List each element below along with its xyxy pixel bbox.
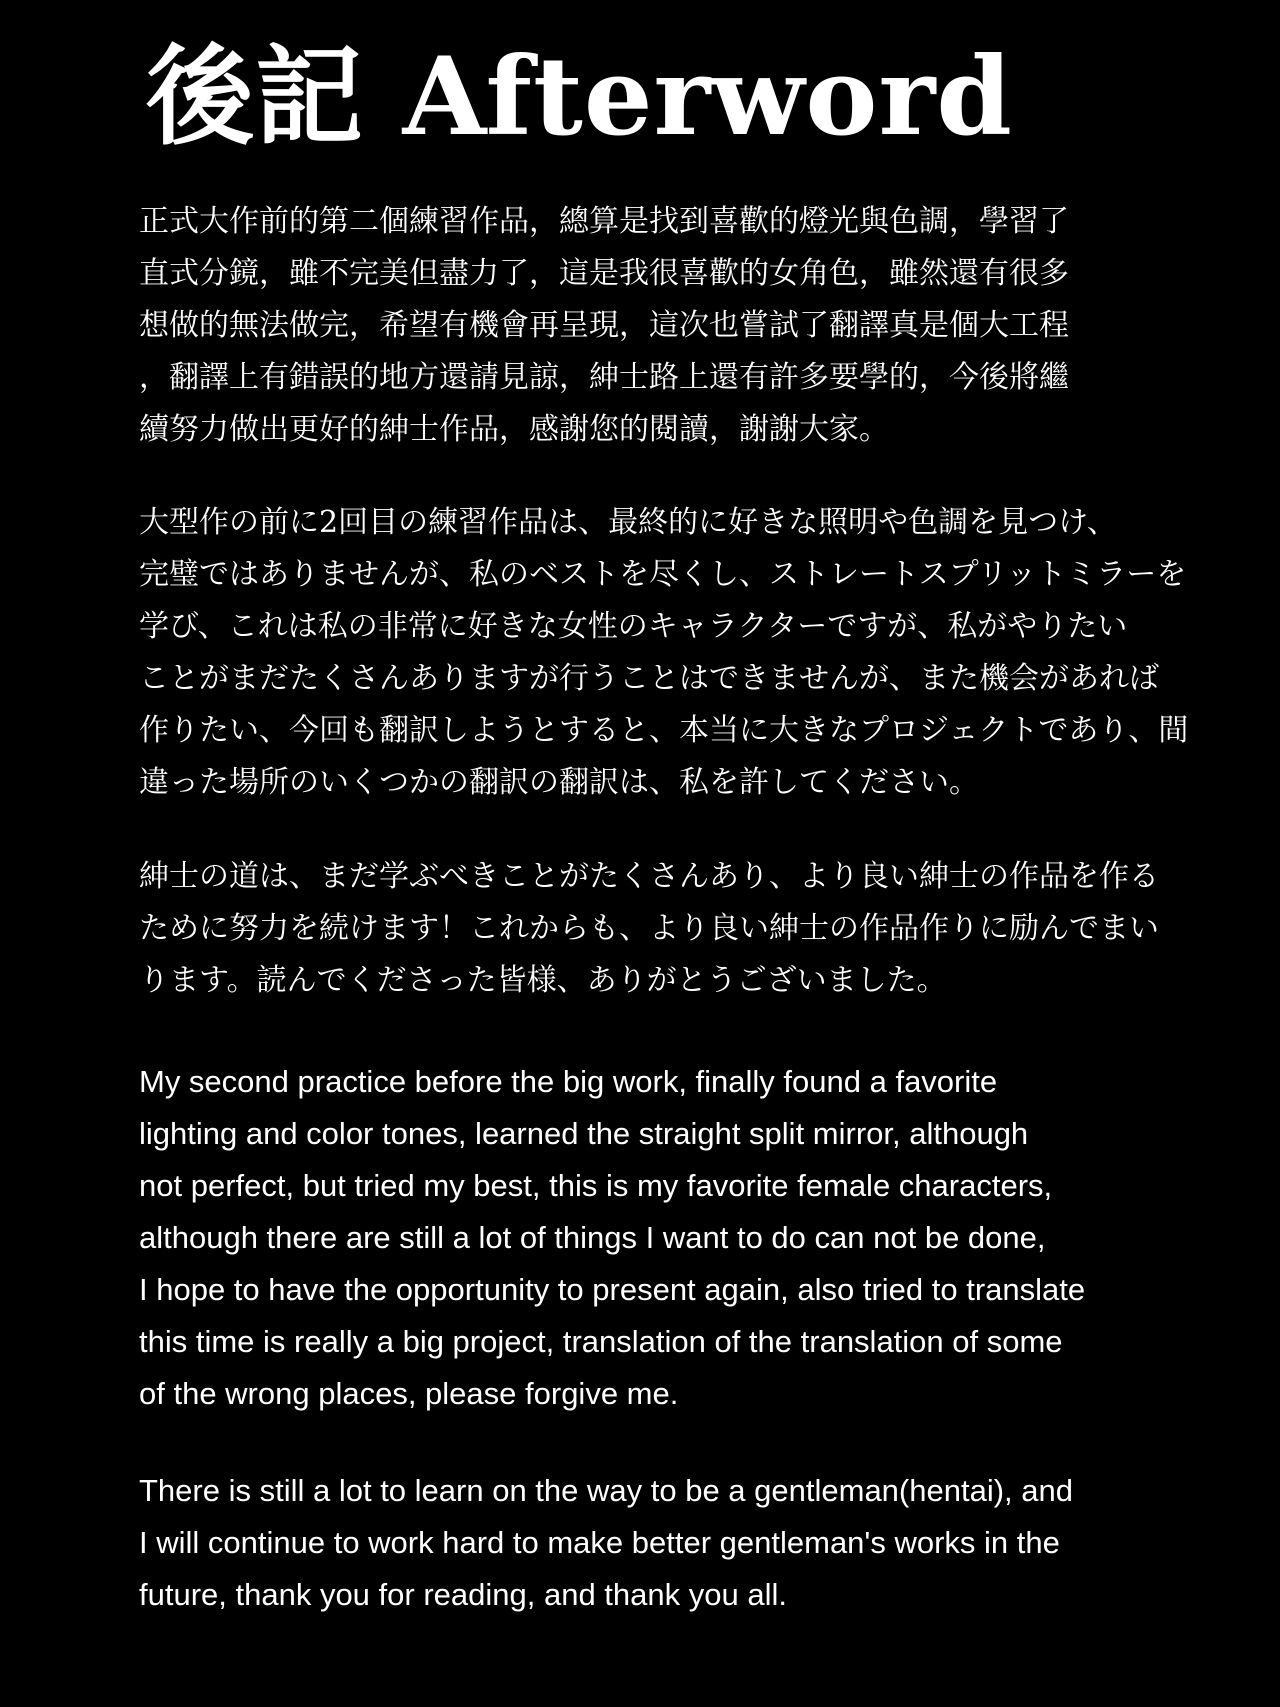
text-line: this time is really a big project, translation of the translation of some <box>139 1324 1063 1359</box>
japanese-paragraph-2 <box>139 851 1219 1007</box>
text-line: 完璧ではありませんが、私のベストを尽くし、ストレートスプリットミラーを <box>139 557 1187 592</box>
text-line: ために努力を続けます！これからも、より良い紳士の作品作りに励んでまい <box>139 911 1159 946</box>
page-title: 後記 Afterword <box>146 34 1013 160</box>
text-line: 学び、これは私の非常に好きな女性のキャラクターですが、私がやりたい <box>139 609 1128 644</box>
english-paragraph-2 <box>139 1465 1219 1621</box>
english-paragraph-1 <box>139 1056 1219 1420</box>
japanese-paragraph-1 <box>139 497 1219 809</box>
text-line: My second practice before the big work, finally found a favorite <box>139 1064 998 1099</box>
text-line: I will continue to work hard to make better gentleman's works in the <box>139 1525 1060 1560</box>
text-line: future, thank you for reading, and thank you all. <box>139 1577 787 1612</box>
text-line: ります。読んでくださった皆様、ありがとうございました。 <box>139 963 947 998</box>
text-line: ことがまだたくさんありますが行うことはできませんが、また機会があれば <box>139 661 1159 696</box>
text-line: There is still a lot to learn on the way to be a gentleman(hentai), and <box>139 1473 1073 1508</box>
text-line: 直式分鏡，雖不完美但盡力了，這是我很喜歡的女角色，雖然還有很多 <box>139 256 1069 291</box>
chinese-paragraph <box>139 196 1219 456</box>
text-line: 續努力做出更好的紳士作品，感謝您的閱讀，謝謝大家。 <box>139 412 889 447</box>
text-line: 作りたい、今回も翻訳しようとすると、本当に大きなプロジェクトであり、間 <box>139 713 1189 748</box>
text-line: of the wrong places, please forgive me. <box>139 1376 679 1411</box>
text-line: 正式大作前的第二個練習作品，總算是找到喜歡的燈光與色調，學習了 <box>139 204 1069 239</box>
text-line: ，翻譯上有錯誤的地方還請見諒，紳士路上還有許多要學的，今後將繼 <box>139 360 1069 395</box>
text-line: 違った場所のいくつかの翻訳の翻訳は、私を許してください。 <box>139 765 979 800</box>
text-line: lighting and color tones, learned the straight split mirror, although <box>139 1116 1029 1151</box>
text-line: although there are still a lot of things I want to do can not be done, <box>139 1220 1046 1255</box>
text-line: 大型作の前に2回目の練習作品は、最終的に好きな照明や色調を見つけ、 <box>139 505 1117 540</box>
text-line: I hope to have the opportunity to present again, also tried to translate <box>139 1272 1086 1307</box>
text-line: 紳士の道は、まだ学ぶべきことがたくさんあり、より良い紳士の作品を作る <box>139 859 1159 894</box>
text-line: not perfect, but tried my best, this is my favorite female characters, <box>139 1168 1053 1203</box>
text-line: 想做的無法做完，希望有機會再呈現，這次也嘗試了翻譯真是個大工程 <box>139 308 1069 343</box>
